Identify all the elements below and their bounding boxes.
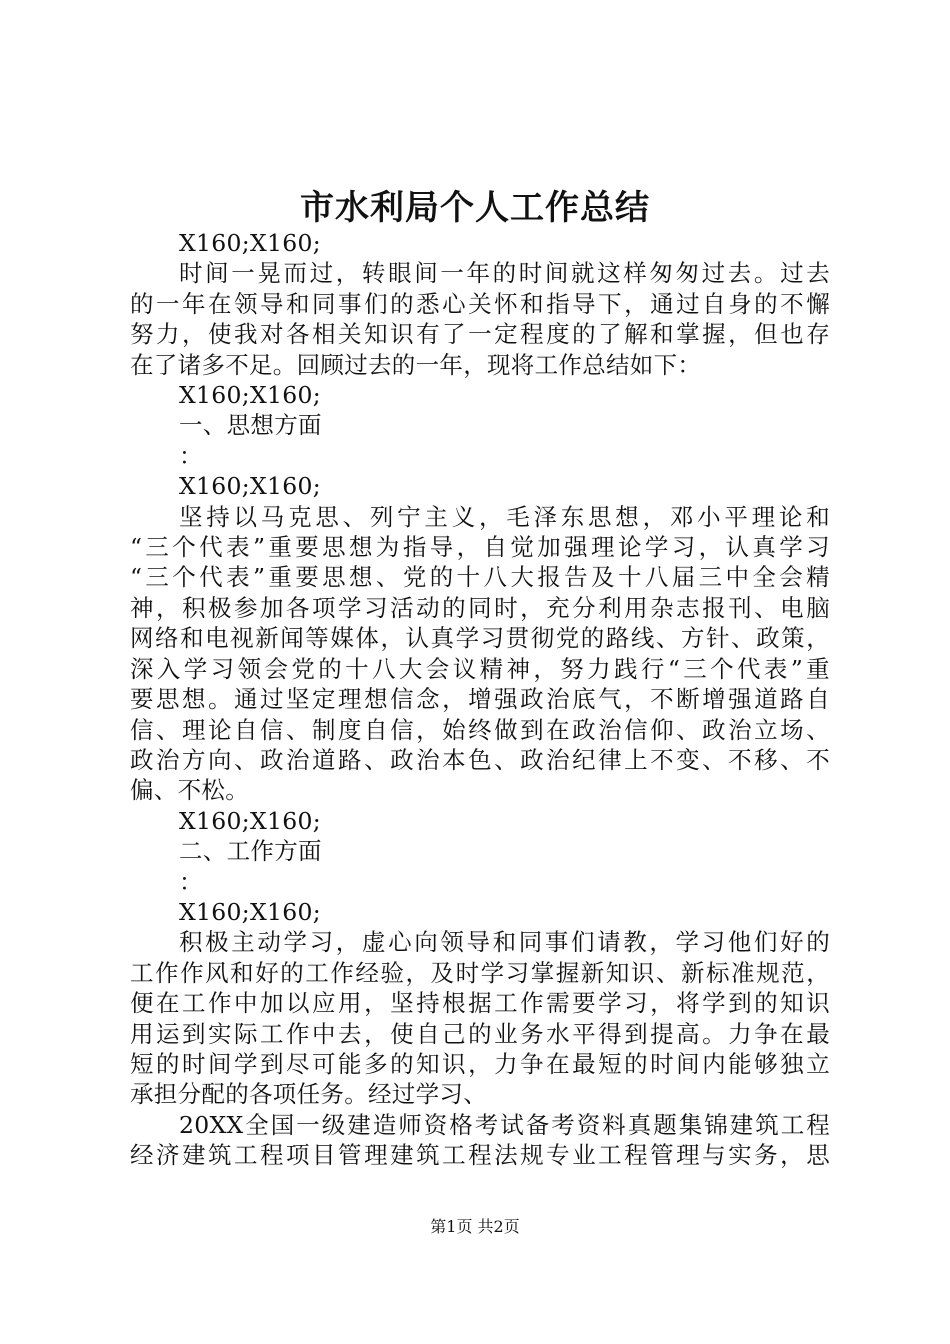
- document-body: [130, 228, 830, 1171]
- text-line: 20XX全国一级建造师资格考试备考资料真题集锦建筑工程: [179, 1110, 830, 1139]
- section-heading: 一、思想方面: [179, 411, 322, 440]
- text-line: 要思想。通过坚定理想信念，增强政治底气，不断增强道路自: [130, 685, 830, 714]
- text-line: 神，积极参加各项学习活动的同时，充分利用杂志报刊、电脑: [130, 593, 830, 622]
- text-line: 用运到实际工作中去，使自己的业务水平得到提高。力争在最: [130, 1019, 830, 1048]
- text-line: 信、理论自信、制度自信，始终做到在政治信仰、政治立场、: [130, 715, 830, 744]
- text-line: 便在工作中加以应用，坚持根据工作需要学习，将学到的知识: [130, 989, 830, 1018]
- text-line: X160;X160;: [179, 381, 322, 410]
- text-line: 坚持以马克思、列宁主义，毛泽东思想，邓小平理论和: [179, 502, 830, 531]
- text-line: “三个代表”重要思想、党的十八大报告及十八届三中全会精: [130, 563, 830, 592]
- text-line: 承担分配的各项任务。经过学习、: [130, 1080, 487, 1109]
- text-line: 时间一晃而过，转眼间一年的时间就这样匆匆过去。过去: [179, 259, 830, 288]
- text-line: 偏、不松。: [130, 776, 249, 805]
- text-line: X160;X160;: [179, 897, 322, 926]
- text-line: 网络和电视新闻等媒体，认真学习贯彻党的路线、方针、政策，: [130, 624, 830, 653]
- text-line: 工作作风和好的工作经验，及时学习掌握新知识、新标准规范，: [130, 958, 830, 987]
- text-line: X160;X160;: [179, 806, 322, 835]
- text-line: “三个代表”重要思想为指导，自觉加强理论学习，认真学习: [130, 533, 830, 562]
- text-line: ：: [179, 441, 203, 470]
- text-line: 在了诸多不足。回顾过去的一年，现将工作总结如下：: [130, 350, 702, 379]
- text-line: 努力，使我对各相关知识有了一定程度的了解和掌握，但也存: [130, 320, 830, 349]
- text-line: 短的时间学到尽可能多的知识，力争在最短的时间内能够独立: [130, 1049, 830, 1078]
- text-line: 的一年在领导和同事们的悉心关怀和指导下，通过自身的不懈: [130, 289, 830, 318]
- page-footer: 第1页 共2页: [430, 1217, 520, 1236]
- text-line: 经济建筑工程项目管理建筑工程法规专业工程管理与实务，思: [130, 1141, 830, 1170]
- text-line: X160;X160;: [179, 472, 322, 501]
- text-line: 政治方向、政治道路、政治本色、政治纪律上不变、不移、不: [130, 745, 830, 774]
- text-line: ：: [179, 867, 203, 896]
- text-line: X160;X160;: [179, 229, 322, 257]
- section-heading: 二、工作方面: [179, 837, 322, 866]
- text-line: 深入学习领会党的十八大会议精神，努力践行“三个代表”重: [130, 654, 830, 683]
- page-title: 市水利局个人工作总结: [300, 188, 650, 228]
- text-line: 积极主动学习，虚心向领导和同事们请教，学习他们好的: [179, 928, 830, 957]
